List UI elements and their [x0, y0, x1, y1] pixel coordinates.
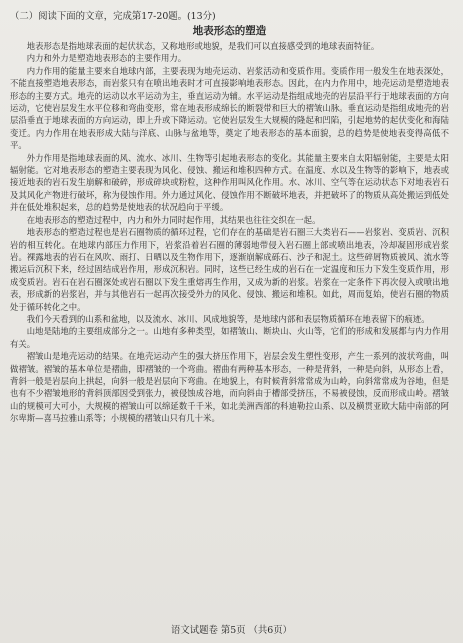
- page-footer: 语文试题卷 第5页 （共6页）: [170, 625, 292, 636]
- paragraph-9: 褶皱山是地壳运动的结果。在地壳运动产生的强大挤压作用下，岩层会发生塑性变形，产生一系列的波状弯曲，叫做褶皱。褶皱的基本单位是褶曲，即褶皱的一个弯曲。褶曲有两种基本形态，一种是背斜，一种是向斜，从形态上看，背斜一般是岩层向上拱起，向斜一般是岩层向下弯曲。在地貌上，有时候背斜常常成为山岭，向斜常常成为谷地，但是也有不少褶皱地形的背斜顶部因受到张力，被侵蚀成谷地，而向斜由于槽部受挤压，不易被侵蚀，反而形成山岭。褶皱山的规模可大可小，大规模的褶皱山可以绵延数千千米，如北美洲西部的科迪勒拉山系、以及横贯亚欧大陆中南部的阿尔卑斯—喜马拉雅山系等；小规模的褶皱山只有几十米。: [10, 351, 449, 424]
- paragraph-6: 地表形态的塑造过程也是岩石圈物质的循环过程，它们存在的基础是岩石圈三大类岩石——岩浆岩、变质岩、沉积岩的相互转化。在地球内部压力作用下，岩浆沿着岩石圈的薄弱地带侵入岩石圈上部或喷出地表，冷却凝固形成岩浆岩。裸露地表的岩石在风吹、雨打、日晒以及生物作用下，逐渐崩解成砾石、沙子和泥土。这些碎屑物质被风、流水等搬运后沉积下来，经过固结成岩作用，形成沉积岩。同时，这些已经生成的岩石在一定温度和压力下发生变质作用，形成变质岩。岩石在岩石圈深处或岩石圈以下发生重熔再生作用，又成为新的岩浆。岩浆在一定条件下再次侵入或喷出地表，形成新的岩浆岩，并与其他岩石一起再次接受外力的风化、侵蚀、搬运和堆积。如此，周而复始，使岩石圈的物质处于循环转化之中。: [10, 227, 449, 312]
- paragraph-8: 山地是陆地的主要组成部分之一。山地有多种类型，如褶皱山、断块山、火山等，它们的形成和发展都与内力作用有关。: [10, 326, 449, 349]
- paragraph-3: 内力作用的能量主要来自地球内部，主要表现为地壳运动、岩浆活动和变质作用。变质作用一般发生在地表深处，不能直接塑造地表形态，而岩浆只有在喷出地表时才可直接影响地表形态。因此，在内力作用中，地壳运动是塑造地表形态的主要方式。地壳的运动以水平运动为主，垂直运动为辅。水平运动是指组成地壳的岩层沿平行于地球表面的方向运动，它使岩层发生水平位移和弯曲变形，常在地表形成绵长的断裂带和巨大的褶皱山脉。垂直运动是指组成地壳的岩层沿垂直于地球表面的方向运动，即上升或下降运动。它使岩层发生大规模的隆起和凹陷，引起地势的起伏变化和海陆变迁。内力作用在地表形成大陆与洋底、山脉与盆地等，奠定了地表形态的基本面貌，总的趋势是使地表变得高低不平。: [10, 65, 449, 151]
- section-heading: （二）阅读下面的文章，完成第17-20题。(13分): [10, 11, 216, 22]
- paragraph-2: 内力和外力是塑造地表形态的主要作用力。: [26, 53, 187, 64]
- paragraph-7: 我们今天看到的山系和盆地，以及流水、冰川、风成地貌等，是地球内部和表层物质循环在地表留下的痕迹。: [26, 313, 430, 324]
- paragraph-4: 外力作用是指地球表面的风、流水、冰川、生物等引起地表形态的变化。其能量主要来自太阳辐射能，主要是太阳辐射能。它对地表形态的塑造主要表现为风化、侵蚀、搬运和堆积四种方式。在温度、水以及生物等的影响下，地表或接近地表的岩石发生崩解和破碎，形成碎块或粉粒，这种作用叫风化作用。水、冰川、空气等在运动状态下对地表岩石及其风化产物进行破坏，称为侵蚀作用。外力通过风化、侵蚀作用不断破坏地表，并把破坏了的物质从高处搬运到低处并在低处堆积起来，总的趋势是使地表的状况趋向于平缓。: [10, 152, 449, 213]
- article-title: 地表形态的塑造: [192, 25, 267, 37]
- paragraph-5: 在地表形态的塑造过程中，内力和外力同时起作用，其结果也往往交织在一起。: [26, 214, 321, 225]
- paragraph-1: 地表形态是指地球表面的起伏状态，又称地形或地貌，是我们可以直接感受到的地球表面特征。: [26, 41, 380, 51]
